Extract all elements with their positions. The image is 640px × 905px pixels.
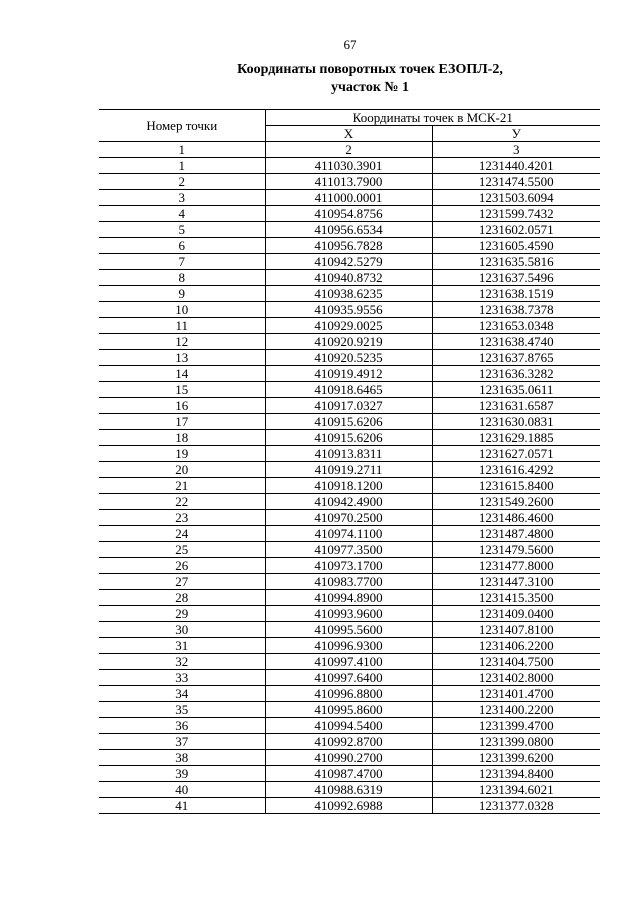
table-row	[99, 718, 600, 734]
x-coordinate-cell: 410987.4700	[265, 766, 432, 782]
x-coordinate-cell: 410942.4900	[265, 494, 432, 510]
table-row	[99, 558, 600, 574]
point-number-cell: 2	[99, 174, 265, 190]
point-number-cell: 34	[99, 686, 265, 702]
x-coordinate-cell: 410918.1200	[265, 478, 432, 494]
point-number-cell: 4	[99, 206, 265, 222]
point-number-cell: 20	[99, 462, 265, 478]
table-row	[99, 158, 600, 174]
y-coordinate-cell: 1231404.7500	[432, 654, 600, 670]
table-row	[99, 270, 600, 286]
table-row	[99, 334, 600, 350]
y-coordinate-cell: 1231486.4600	[432, 510, 600, 526]
x-coordinate-cell: 410996.9300	[265, 638, 432, 654]
table-row	[99, 638, 600, 654]
x-coordinate-cell: 411030.3901	[265, 158, 432, 174]
point-number-cell: 15	[99, 382, 265, 398]
y-coordinate-cell: 1231616.4292	[432, 462, 600, 478]
x-coordinate-cell: 410956.7828	[265, 238, 432, 254]
y-coordinate-cell: 1231637.8765	[432, 350, 600, 366]
table-row	[99, 574, 600, 590]
y-coordinate-cell: 1231630.0831	[432, 414, 600, 430]
point-number-cell: 1	[99, 158, 265, 174]
table-row	[99, 766, 600, 782]
x-coordinate-cell: 410915.6206	[265, 430, 432, 446]
point-number-cell: 30	[99, 622, 265, 638]
x-coordinate-cell: 410983.7700	[265, 574, 432, 590]
header-point-number: Номер точки	[99, 110, 265, 142]
point-number-cell: 36	[99, 718, 265, 734]
table-row	[99, 350, 600, 366]
point-number-cell: 6	[99, 238, 265, 254]
point-number-cell: 23	[99, 510, 265, 526]
point-number-cell: 11	[99, 318, 265, 334]
title-line-1: Координаты поворотных точек ЕЗОПЛ-2,	[237, 62, 503, 77]
y-coordinate-cell: 1231503.6094	[432, 190, 600, 206]
y-coordinate-cell: 1231653.0348	[432, 318, 600, 334]
x-coordinate-cell: 410954.8756	[265, 206, 432, 222]
table-row	[99, 750, 600, 766]
header-x: X	[265, 126, 432, 142]
header-coordinates: Координаты точек в МСК-21	[265, 110, 600, 126]
y-coordinate-cell: 1231400.2200	[432, 702, 600, 718]
point-number-cell: 32	[99, 654, 265, 670]
table-row	[99, 318, 600, 334]
table-row	[99, 526, 600, 542]
point-number-cell: 37	[99, 734, 265, 750]
y-coordinate-cell: 1231415.3500	[432, 590, 600, 606]
point-number-cell: 16	[99, 398, 265, 414]
y-coordinate-cell: 1231487.4800	[432, 526, 600, 542]
y-coordinate-cell: 1231440.4201	[432, 158, 600, 174]
point-number-cell: 14	[99, 366, 265, 382]
x-coordinate-cell: 410995.5600	[265, 622, 432, 638]
point-number-cell: 38	[99, 750, 265, 766]
point-number-cell: 17	[99, 414, 265, 430]
y-coordinate-cell: 1231629.1885	[432, 430, 600, 446]
point-number-cell: 21	[99, 478, 265, 494]
y-coordinate-cell: 1231409.0400	[432, 606, 600, 622]
table-row	[99, 222, 600, 238]
point-number-cell: 9	[99, 286, 265, 302]
point-number-cell: 18	[99, 430, 265, 446]
table-row	[99, 398, 600, 414]
y-coordinate-cell: 1231605.4590	[432, 238, 600, 254]
x-coordinate-cell: 410919.2711	[265, 462, 432, 478]
x-coordinate-cell: 410920.9219	[265, 334, 432, 350]
point-number-cell: 3	[99, 190, 265, 206]
y-coordinate-cell: 1231401.4700	[432, 686, 600, 702]
y-coordinate-cell: 1231631.6587	[432, 398, 600, 414]
x-coordinate-cell: 410940.8732	[265, 270, 432, 286]
y-coordinate-cell: 1231399.6200	[432, 750, 600, 766]
y-coordinate-cell: 1231615.8400	[432, 478, 600, 494]
table-row	[99, 190, 600, 206]
y-coordinate-cell: 1231474.5500	[432, 174, 600, 190]
point-number-cell: 8	[99, 270, 265, 286]
y-coordinate-cell: 1231627.0571	[432, 446, 600, 462]
table-row	[99, 606, 600, 622]
point-number-cell: 12	[99, 334, 265, 350]
table-row	[99, 174, 600, 190]
x-coordinate-cell: 410956.6534	[265, 222, 432, 238]
point-number-cell: 22	[99, 494, 265, 510]
index-cell-3: 3	[432, 142, 600, 158]
table-row	[99, 446, 600, 462]
document-title	[0, 61, 640, 97]
y-coordinate-cell: 1231394.6021	[432, 782, 600, 798]
x-coordinate-cell: 410992.8700	[265, 734, 432, 750]
y-coordinate-cell: 1231406.2200	[432, 638, 600, 654]
point-number-cell: 40	[99, 782, 265, 798]
point-number-cell: 27	[99, 574, 265, 590]
y-coordinate-cell: 1231479.5600	[432, 542, 600, 558]
y-coordinate-cell: 1231635.0611	[432, 382, 600, 398]
x-coordinate-cell: 410996.8800	[265, 686, 432, 702]
table-row	[99, 798, 600, 814]
x-coordinate-cell: 410913.8311	[265, 446, 432, 462]
y-coordinate-cell: 1231599.7432	[432, 206, 600, 222]
table-row	[99, 654, 600, 670]
x-coordinate-cell: 410918.6465	[265, 382, 432, 398]
table-row	[99, 366, 600, 382]
table-row	[99, 414, 600, 430]
y-coordinate-cell: 1231549.2600	[432, 494, 600, 510]
y-coordinate-cell: 1231638.1519	[432, 286, 600, 302]
coordinates-table	[99, 109, 600, 814]
y-coordinate-cell: 1231637.5496	[432, 270, 600, 286]
point-number-cell: 29	[99, 606, 265, 622]
x-coordinate-cell: 411013.7900	[265, 174, 432, 190]
point-number-cell: 19	[99, 446, 265, 462]
x-coordinate-cell: 410974.1100	[265, 526, 432, 542]
table-row	[99, 782, 600, 798]
index-cell-2: 2	[265, 142, 432, 158]
table-row	[99, 510, 600, 526]
y-coordinate-cell: 1231638.4740	[432, 334, 600, 350]
y-coordinate-cell: 1231477.8000	[432, 558, 600, 574]
table-row	[99, 494, 600, 510]
table-row	[99, 462, 600, 478]
y-coordinate-cell: 1231399.0800	[432, 734, 600, 750]
x-coordinate-cell: 410994.8900	[265, 590, 432, 606]
point-number-cell: 35	[99, 702, 265, 718]
table-row	[99, 590, 600, 606]
point-number-cell: 10	[99, 302, 265, 318]
x-coordinate-cell: 410970.2500	[265, 510, 432, 526]
y-coordinate-cell: 1231635.5816	[432, 254, 600, 270]
x-coordinate-cell: 410995.8600	[265, 702, 432, 718]
table-row	[99, 734, 600, 750]
title-line-2: участок № 1	[331, 80, 409, 95]
point-number-cell: 24	[99, 526, 265, 542]
x-coordinate-cell: 410993.9600	[265, 606, 432, 622]
x-coordinate-cell: 410942.5279	[265, 254, 432, 270]
y-coordinate-cell: 1231636.3282	[432, 366, 600, 382]
y-coordinate-cell: 1231377.0328	[432, 798, 600, 814]
table-header-row	[99, 110, 600, 126]
table-row	[99, 478, 600, 494]
x-coordinate-cell: 410929.0025	[265, 318, 432, 334]
x-coordinate-cell: 410938.6235	[265, 286, 432, 302]
point-number-cell: 5	[99, 222, 265, 238]
point-number-cell: 33	[99, 670, 265, 686]
page-number: 67	[343, 37, 357, 52]
table-row	[99, 254, 600, 270]
x-coordinate-cell: 410919.4912	[265, 366, 432, 382]
x-coordinate-cell: 410920.5235	[265, 350, 432, 366]
y-coordinate-cell: 1231394.8400	[432, 766, 600, 782]
x-coordinate-cell: 410915.6206	[265, 414, 432, 430]
x-coordinate-cell: 410917.0327	[265, 398, 432, 414]
index-cell-1: 1	[99, 142, 265, 158]
y-coordinate-cell: 1231638.7378	[432, 302, 600, 318]
table-row	[99, 382, 600, 398]
table-row	[99, 430, 600, 446]
table-index-row	[99, 142, 600, 158]
table-row	[99, 542, 600, 558]
x-coordinate-cell: 410973.1700	[265, 558, 432, 574]
x-coordinate-cell: 410997.4100	[265, 654, 432, 670]
point-number-cell: 41	[99, 798, 265, 814]
point-number-cell: 39	[99, 766, 265, 782]
y-coordinate-cell: 1231407.8100	[432, 622, 600, 638]
table-row	[99, 206, 600, 222]
table-row	[99, 286, 600, 302]
header-y: У	[432, 126, 600, 142]
x-coordinate-cell: 410997.6400	[265, 670, 432, 686]
point-number-cell: 25	[99, 542, 265, 558]
x-coordinate-cell: 410994.5400	[265, 718, 432, 734]
x-coordinate-cell: 410977.3500	[265, 542, 432, 558]
y-coordinate-cell: 1231602.0571	[432, 222, 600, 238]
x-coordinate-cell: 410990.2700	[265, 750, 432, 766]
coordinates-table-body	[99, 110, 600, 814]
x-coordinate-cell: 410992.6988	[265, 798, 432, 814]
point-number-cell: 28	[99, 590, 265, 606]
x-coordinate-cell: 411000.0001	[265, 190, 432, 206]
y-coordinate-cell: 1231402.8000	[432, 670, 600, 686]
x-coordinate-cell: 410988.6319	[265, 782, 432, 798]
table-row	[99, 670, 600, 686]
table-row	[99, 238, 600, 254]
point-number-cell: 13	[99, 350, 265, 366]
table-row	[99, 686, 600, 702]
point-number-cell: 7	[99, 254, 265, 270]
table-row	[99, 622, 600, 638]
point-number-cell: 31	[99, 638, 265, 654]
point-number-cell: 26	[99, 558, 265, 574]
table-row	[99, 702, 600, 718]
table-row	[99, 302, 600, 318]
x-coordinate-cell: 410935.9556	[265, 302, 432, 318]
y-coordinate-cell: 1231447.3100	[432, 574, 600, 590]
y-coordinate-cell: 1231399.4700	[432, 718, 600, 734]
